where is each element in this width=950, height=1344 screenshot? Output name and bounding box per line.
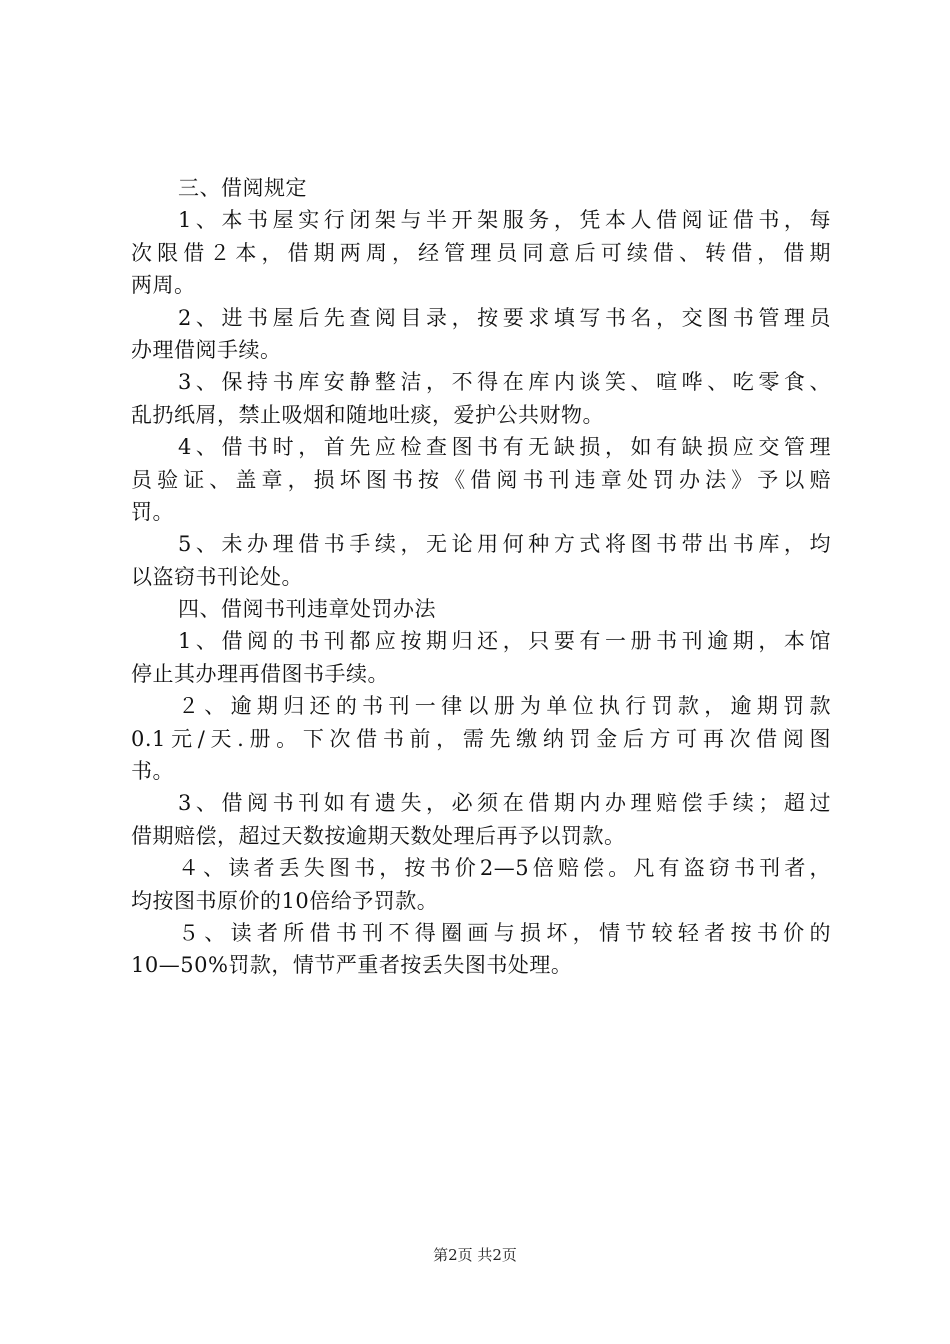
rule-1-line-2: 次限借２本，借期两周，经管理员同意后可续借、转借，借期 <box>131 240 831 265</box>
section-heading-borrowing-rules: 三、借阅规定 <box>178 176 307 200</box>
penalty-2-line-2: 0.1元/天.册。下次借书前，需先缴纳罚金后方可再次借阅图 <box>131 726 831 751</box>
rule-4-line-2: 员验证、盖章，损坏图书按《借阅书刊违章处罚办法》予以赔 <box>131 467 831 492</box>
rule-5-line-2: 以盗窃书刊论处。 <box>131 564 303 589</box>
section-heading-penalties: 四、借阅书刊违章处罚办法 <box>178 597 436 622</box>
penalty-5-line-1: ５、读者所借书刊不得圈画与损坏，情节较轻者按书价的 <box>178 920 831 945</box>
penalty-3-line-1: 3、借阅书刊如有遗失，必须在借期内办理赔偿手续；超过 <box>178 791 831 816</box>
penalty-5-line-2: 10—50%罚款，情节严重者按丢失图书处理。 <box>131 953 573 978</box>
page-number-footer: 第2页 共2页 <box>433 1246 517 1264</box>
document-body <box>131 172 831 982</box>
penalty-3-line-2: 借期赔偿，超过天数按逾期天数处理后再予以罚款。 <box>131 823 626 848</box>
rule-4-line-1: 4、借书时，首先应检查图书有无缺损，如有缺损应交管理 <box>178 435 831 460</box>
rule-4-line-3: 罚。 <box>131 499 174 524</box>
rule-1-line-3: 两周。 <box>131 273 196 298</box>
penalty-1-line-2: 停止其办理再借图书手续。 <box>131 661 389 686</box>
rule-5-line-1: 5、未办理借书手续，无论用何种方式将图书带出书库，均 <box>178 532 831 557</box>
rule-3-line-1: 3、保持书库安静整洁，不得在库内谈笑、喧哗、吃零食、 <box>178 370 831 395</box>
penalty-4-line-1: ４、读者丢失图书，按书价2—5倍赔偿。凡有盗窃书刊者， <box>178 856 831 881</box>
rule-3-line-2: 乱扔纸屑，禁止吸烟和随地吐痰，爱护公共财物。 <box>131 402 604 427</box>
rule-2-line-1: 2、进书屋后先查阅目录，按要求填写书名，交图书管理员 <box>178 305 831 330</box>
penalty-4-line-2: 均按图书原价的10倍给予罚款。 <box>131 888 439 913</box>
penalty-2-line-1: ２、逾期归还的书刊一律以册为单位执行罚款，逾期罚款 <box>178 694 831 719</box>
penalty-2-line-3: 书。 <box>131 759 174 784</box>
rule-1-line-1: 1、本书屋实行闭架与半开架服务，凭本人借阅证借书，每 <box>178 208 831 233</box>
rule-2-line-2: 办理借阅手续。 <box>131 337 282 362</box>
penalty-1-line-1: 1、借阅的书刊都应按期归还，只要有一册书刊逾期，本馆 <box>178 629 831 654</box>
